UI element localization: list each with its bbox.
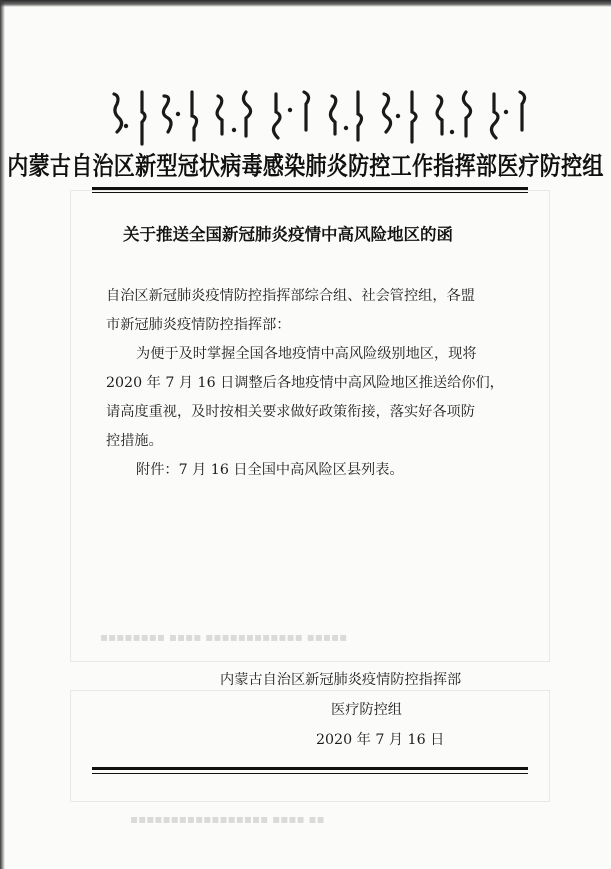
footer-rule-thin [92, 773, 528, 774]
body-line: 2020 年 7 月 16 日调整后各地疫情中高风险地区推送给你们， [106, 375, 504, 391]
page-top-edge [0, 0, 611, 7]
header-rule-thin [92, 192, 528, 193]
body-line: 为便于及时掌握全国各地疫情中高风险级别地区，现将 [136, 346, 477, 362]
header-rule-thick [92, 187, 528, 190]
letter-title: 关于推送全国新冠肺炎疫情中高风险地区的函 [123, 225, 453, 244]
body-line: 请高度重视，及时按相关要求做好政策衔接，落实好各项防 [106, 404, 475, 420]
body-line: 控措施。 [106, 433, 163, 449]
bleed-through-text: ▪▪▪▪▪▪▪▪▪▪▪▪▪▪▪▪▪ ▪▪▪▪ ▪▪ [130, 812, 325, 826]
issuing-office-title: 内蒙古自治区新型冠状病毒感染肺炎防控工作指挥部医疗防控组 [7, 150, 604, 181]
salutation-line: 市新冠肺炎疫情防控指挥部： [106, 317, 291, 333]
bleed-through-box [70, 690, 550, 802]
signature-date: 2020 年 7 月 16 日 [316, 732, 445, 748]
attachment-line: 附件：7 月 16 日全国中高风险区县列表。 [136, 462, 404, 478]
signature-group: 医疗防控组 [331, 702, 402, 718]
footer-rule-thick [92, 767, 528, 770]
bleed-through-text: ▪▪▪▪▪▪▪▪ ▪▪▪▪ ▪▪▪▪▪▪▪▪▪▪▪▪ ▪▪▪▪▪ [100, 630, 348, 644]
page-left-edge [0, 0, 5, 869]
mongolian-script-header [100, 86, 540, 150]
salutation-line: 自治区新冠肺炎疫情防控指挥部综合组、社会管控组，各盟 [106, 288, 475, 304]
signature-org: 内蒙古自治区新冠肺炎疫情防控指挥部 [220, 672, 462, 688]
